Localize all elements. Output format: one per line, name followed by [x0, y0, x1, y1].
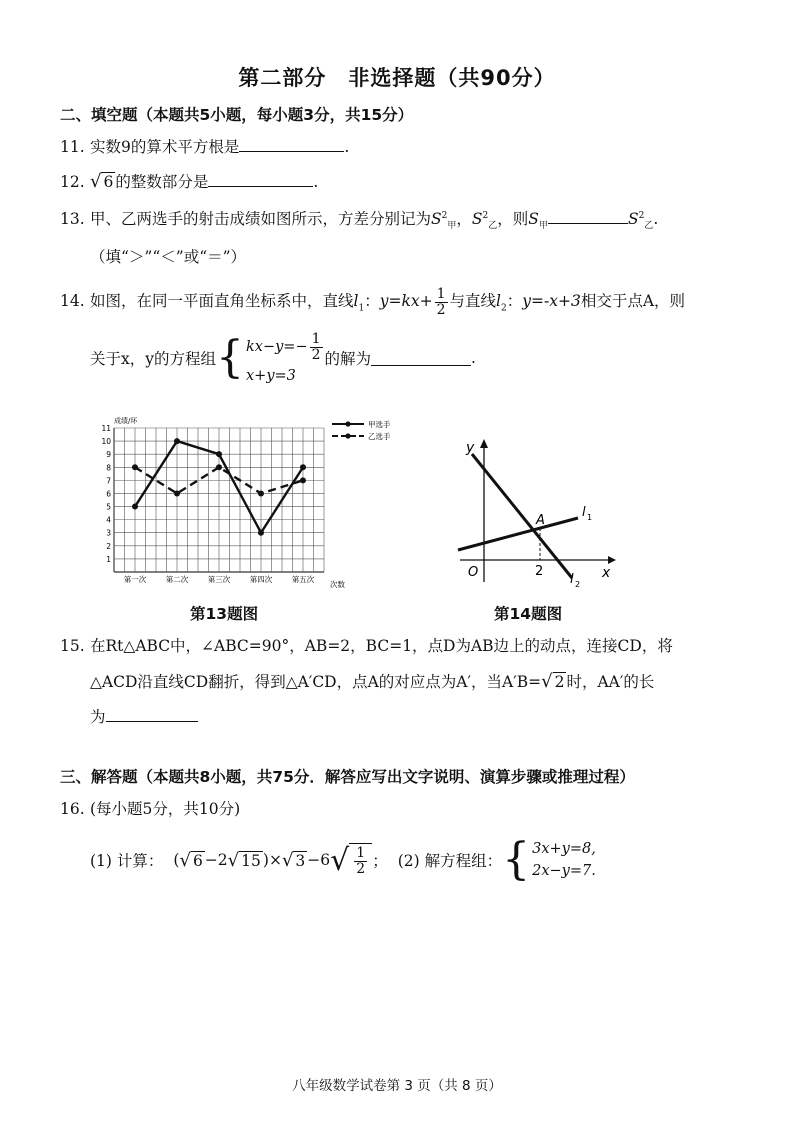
sqrt-3: √ 3 — [281, 849, 306, 871]
x-axis-arrow — [608, 556, 616, 564]
question-text: 实数9的算术平方根是 — [90, 138, 240, 156]
legend-marker-b — [345, 433, 350, 438]
y-tick-label: 2 — [106, 541, 111, 551]
page-footer: 八年级数学试卷第 3 页（共 8 页） — [292, 1078, 502, 1094]
denominator: 2 — [436, 301, 446, 318]
x-axis-label: 次数 — [330, 580, 345, 589]
radicand: 15 — [241, 851, 261, 870]
question-13-hint: （填“＞”“＜”或“＝”） — [90, 248, 247, 266]
variance-symbol: S — [471, 210, 483, 228]
equation: kx−y=− — [246, 339, 308, 356]
question-text: 的整数部分是 — [115, 173, 209, 191]
question-14-line2 — [90, 332, 476, 384]
question-15-line3 — [90, 705, 198, 727]
numerator: 1 — [356, 845, 366, 862]
question-note: (每小题5分，共10分) — [90, 800, 241, 818]
question-number: 11. — [60, 138, 85, 156]
equation-system: { 3x+y=8, 2x−y=7. — [502, 834, 596, 885]
question-text: 关于x，y的方程组 — [90, 350, 216, 369]
equation: y=-x+3 — [522, 292, 581, 311]
fraction — [354, 846, 367, 876]
subscript: 乙 — [644, 221, 654, 232]
fraction — [310, 332, 323, 362]
part-1-label: (1) 计算： — [90, 852, 164, 870]
series-a-point — [216, 451, 222, 457]
chart-grid — [114, 428, 324, 572]
variance-symbol: S — [627, 210, 639, 228]
question-16-header — [60, 797, 240, 819]
sqrt-expression: √ 6 — [90, 171, 114, 192]
y-tick-label: 10 — [101, 437, 111, 447]
x-ticks — [124, 574, 315, 584]
sqrt-6: √ 6 — [179, 849, 203, 871]
section3-heading: 三、解答题（本题共8小题，共75分．解答应写出文字说明、演算步骤或推理过程） — [60, 768, 635, 786]
radicand: 2 — [554, 673, 565, 691]
punct: . — [313, 173, 319, 191]
question-13 — [60, 207, 658, 231]
punct: ； — [372, 852, 388, 870]
equation-system: { kx−y=− $\frac{1}{2}$ x+y=3 — [216, 332, 325, 384]
radicand: 6 — [103, 173, 114, 191]
series-a-point — [174, 438, 180, 444]
series-b-point — [216, 464, 222, 470]
punct: . — [653, 210, 659, 228]
denominator: 2 — [356, 861, 366, 877]
radicand: 3 — [295, 851, 306, 870]
x-tick-label: 第一次 — [123, 575, 147, 584]
legend-marker-a — [345, 421, 350, 426]
l1-subscript: 1 — [587, 513, 593, 522]
answer-blank[interactable] — [239, 136, 344, 152]
question-text: 与直线 — [449, 292, 497, 311]
punct: ： — [506, 292, 523, 311]
y-ticks — [101, 424, 111, 564]
answer-blank[interactable] — [548, 208, 628, 224]
y-tick-label: 8 — [106, 463, 111, 473]
question-number: 12. — [60, 173, 85, 191]
question-text: 相交于点A，则 — [580, 292, 686, 311]
l2-subscript: 2 — [575, 580, 581, 589]
x-tick-2: 2 — [535, 564, 544, 579]
subscript: 甲 — [538, 221, 548, 232]
y-tick-label: 11 — [101, 424, 111, 433]
question-12 — [60, 170, 318, 192]
question-11 — [60, 135, 349, 157]
equation: x+y=3 — [246, 368, 296, 385]
subscript: 甲 — [447, 221, 457, 232]
superscript: 2 — [638, 210, 645, 221]
y-tick-label: 6 — [106, 489, 111, 499]
question-number: 13. — [60, 210, 85, 228]
y-tick-label: 1 — [106, 554, 111, 564]
legend-label-b: 乙选手 — [368, 432, 391, 441]
question-16-parts — [90, 834, 596, 885]
y-label: y — [466, 440, 475, 456]
shooting-scores-chart — [92, 412, 422, 592]
x-tick-label: 第五次 — [291, 575, 315, 584]
numerator: 1 — [436, 286, 446, 302]
superscript: 2 — [441, 210, 448, 221]
punct: ， — [456, 210, 472, 228]
punct: ： — [364, 292, 380, 311]
operator: −6 — [307, 851, 331, 869]
subscript: 1 — [358, 303, 365, 314]
y-tick-label: 9 — [106, 450, 111, 460]
coordinate-diagram — [450, 432, 620, 592]
punct: ，则 — [497, 210, 529, 228]
question-text: 如图，在同一平面直角坐标系中，直线 — [90, 292, 354, 311]
equation: 2x−y=7. — [532, 863, 596, 879]
y-tick-label: 7 — [106, 476, 111, 486]
question-14-line1 — [60, 287, 685, 317]
equation: 3x+y=8, — [532, 841, 596, 857]
y-tick-label: 3 — [106, 528, 111, 538]
answer-blank[interactable] — [371, 350, 471, 366]
line-symbol: l — [496, 292, 502, 311]
question-text: 甲、乙两选手的射击成绩如图所示，方差分别记为 — [90, 210, 432, 228]
y-axis-arrow — [480, 439, 488, 448]
subscript: 2 — [501, 303, 507, 314]
question-text: 时，AA′的长 — [566, 673, 655, 691]
answer-blank[interactable] — [106, 706, 198, 722]
l1-label: l — [582, 505, 586, 520]
question-text: △ACD沿直线CD翻折，得到△A′CD，点A的对应点为A′，当A′B= — [90, 673, 542, 691]
line-l1 — [458, 518, 578, 550]
x-label: x — [602, 565, 611, 581]
series-b-point — [258, 490, 264, 496]
y-tick-label: 4 — [106, 515, 111, 525]
section2-heading: 二、填空题（本题共5小题，每小题3分，共15分） — [60, 106, 414, 124]
punct: . — [471, 349, 476, 368]
subscript: 乙 — [488, 221, 498, 232]
radicand: 6 — [192, 851, 203, 870]
denominator: 2 — [311, 346, 321, 363]
part-2-label: (2) 解方程组： — [397, 852, 503, 870]
series-b-point — [174, 490, 180, 496]
sqrt-expression: √ 2 — [541, 671, 565, 692]
sqrt-15: √ 15 — [227, 849, 261, 871]
operator: )× — [262, 851, 282, 869]
question-number: 16. — [60, 800, 85, 818]
series-a-point — [300, 464, 306, 470]
question-text: 为 — [90, 708, 106, 726]
superscript: 2 — [482, 210, 489, 221]
question-text: 在Rt△ABC中，∠ABC=90°，AB=2，BC=1，点D为AB边上的动点，连接CD，将 — [90, 637, 673, 655]
series-a-point — [258, 530, 264, 536]
y-axis-label: 成绩/环 — [114, 417, 138, 425]
line-symbol: l — [353, 292, 359, 311]
punct: . — [344, 138, 350, 156]
origin-label: O — [468, 565, 479, 580]
numerator: 1 — [311, 331, 321, 347]
variance-symbol: S — [528, 210, 539, 228]
question-number: 15. — [60, 637, 85, 655]
question-number: 14. — [60, 292, 85, 311]
fraction — [435, 287, 448, 317]
answer-blank[interactable] — [208, 171, 313, 187]
l2-label: l — [570, 572, 574, 587]
legend-label-a: 甲选手 — [368, 420, 391, 429]
paren: ( — [173, 851, 180, 869]
figure-14-caption: 第14题图 — [494, 605, 563, 623]
x-tick-label: 第三次 — [207, 575, 231, 584]
series-b-point — [132, 464, 138, 470]
operator: −2 — [204, 851, 228, 869]
series-b-point — [300, 477, 306, 483]
sqrt-fraction: √ $\frac{1}{2}$ — [330, 843, 372, 878]
variance-symbol: S — [431, 210, 442, 228]
question-15-line2 — [90, 670, 654, 692]
question-15-line1 — [60, 634, 673, 656]
figure-13-caption: 第13题图 — [190, 605, 259, 623]
series-a-point — [132, 504, 138, 510]
point-a-label: A — [536, 513, 545, 528]
x-tick-label: 第二次 — [165, 575, 189, 584]
question-text: 的解为 — [324, 350, 372, 369]
chart-legend — [332, 419, 391, 441]
y-tick-label: 5 — [106, 502, 111, 512]
x-tick-label: 第四次 — [249, 575, 273, 584]
page-title: 第二部分 非选择题（共90分） — [238, 66, 556, 90]
equation: y=kx+ — [379, 292, 433, 311]
